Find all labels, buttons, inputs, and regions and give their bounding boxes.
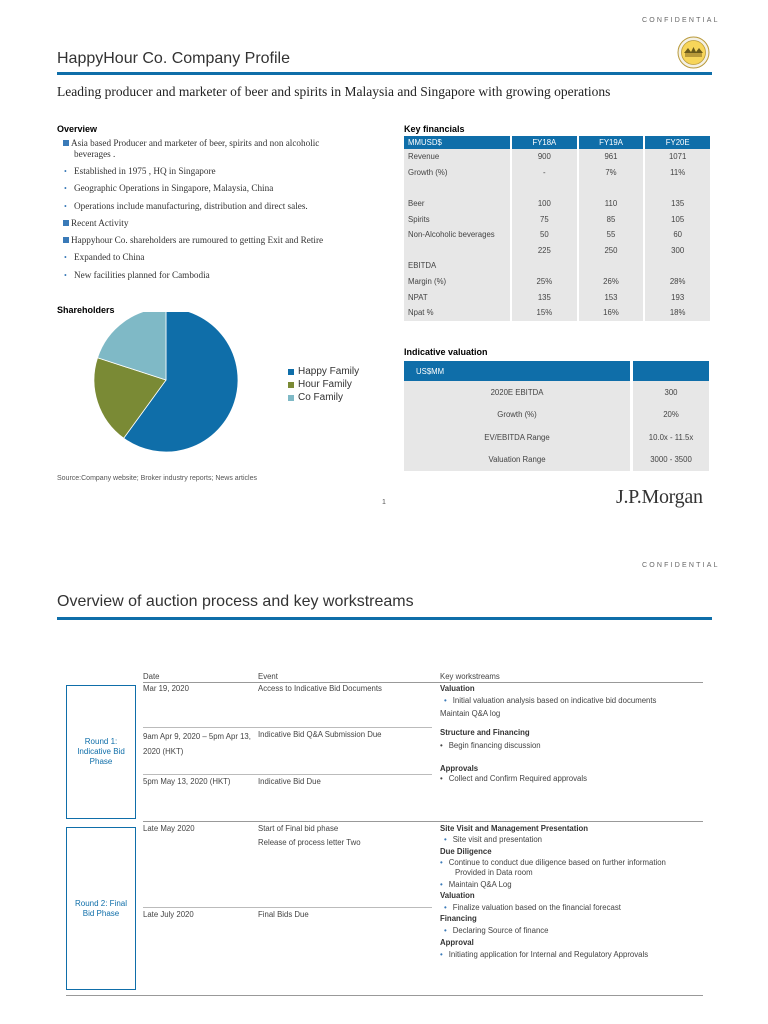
- table-row: [404, 165, 710, 181]
- column-header: FY18A: [512, 136, 577, 149]
- overview-heading: Overview: [57, 124, 98, 134]
- key-financials-heading: Key financials: [404, 124, 465, 134]
- table-cell: NPAT: [404, 289, 510, 305]
- col-header-date: Date: [143, 672, 160, 681]
- table-row: [404, 211, 710, 227]
- table-row: [404, 258, 710, 274]
- table-cell: 20%: [633, 404, 709, 427]
- table-cell: 16%: [579, 305, 644, 321]
- source-note: Source:Company website; Broker industry reports; News articles: [57, 475, 257, 482]
- table-cell: 7%: [579, 165, 644, 181]
- table-header-row: [404, 136, 710, 149]
- table-row: [404, 243, 710, 259]
- table-cell: 961: [579, 149, 644, 165]
- table-cell: -: [512, 165, 577, 181]
- legend-label: Happy Family: [298, 366, 360, 377]
- table-cell: 153: [579, 289, 644, 305]
- header-rule: [143, 682, 703, 683]
- round1-date-2: 9am Apr 9, 2020 – 5pm Apr 13, 2020 (HKT): [143, 732, 251, 756]
- table-cell: Npat %: [404, 305, 510, 321]
- table-row: [404, 305, 710, 321]
- column-header: [633, 361, 709, 381]
- row-divider: [143, 727, 432, 728]
- table-cell: 100: [512, 196, 577, 212]
- table-cell: 300: [633, 381, 709, 404]
- slide-title: Overview of auction process and key workstreams: [57, 593, 414, 610]
- table-row: [404, 180, 710, 196]
- ws-approvals-heading: Approvals: [440, 764, 479, 773]
- confidential-label: CONFIDENTIAL: [642, 17, 720, 24]
- table-cell: Non-Alcoholic beverages: [404, 227, 510, 243]
- ws-item: • Initial valuation analysis based on indicative bid documents: [444, 696, 657, 705]
- round2-date-2: Late July 2020: [143, 910, 194, 919]
- table-cell: EBITDA: [404, 258, 510, 274]
- table-cell: 105: [645, 211, 710, 227]
- table-cell: Growth (%): [404, 404, 630, 427]
- table-cell: 3000 - 3500: [633, 449, 709, 472]
- table-cell: 25%: [512, 274, 577, 290]
- table-cell: 250: [579, 243, 644, 259]
- overview-item: • New facilities planned for Cambodia: [64, 269, 210, 280]
- table-cell: 2020E EBITDA: [404, 381, 630, 404]
- table-cell: Valuation Range: [404, 449, 630, 472]
- table-cell: [512, 258, 577, 274]
- table-row: [404, 274, 710, 290]
- table-cell: 28%: [645, 274, 710, 290]
- round2-event-2: Final Bids Due: [258, 910, 309, 919]
- round-divider: [143, 821, 703, 822]
- confidential-label: CONFIDENTIAL: [642, 562, 720, 569]
- slide-title: HappyHour Co. Company Profile: [57, 50, 290, 67]
- round2-label: Round 2: Final Bid Phase: [66, 827, 136, 990]
- table-cell: 193: [645, 289, 710, 305]
- table-cell: Revenue: [404, 149, 510, 165]
- round1-event-3: Indicative Bid Due: [258, 777, 321, 786]
- overview-item: • Geographic Operations in Singapore, Malaysia, China: [64, 183, 274, 194]
- round1-date-3: 5pm May 13, 2020 (HKT): [143, 777, 231, 786]
- legend-swatch: [288, 369, 294, 375]
- ws-financing-heading: Financing: [440, 914, 477, 923]
- column-header: MMUSD$: [404, 136, 510, 149]
- col-header-workstreams: Key workstreams: [440, 672, 500, 681]
- round2-date-1: Late May 2020: [143, 824, 195, 833]
- overview-item: Asia based Producer and marketer of beer, spirits and non alcoholic: [60, 138, 395, 149]
- key-financials-table: [402, 136, 712, 321]
- table-cell: EV/EBITDA Range: [404, 426, 630, 449]
- table-cell: 11%: [645, 165, 710, 181]
- table-cell: 15%: [512, 305, 577, 321]
- row-divider: [143, 774, 432, 775]
- title-rule: [57, 72, 712, 75]
- table-cell: [645, 180, 710, 196]
- table-cell: [404, 243, 510, 259]
- round1-event-1: Access to Indicative Bid Documents: [258, 684, 382, 693]
- ws-item: • Site visit and presentation: [444, 835, 543, 844]
- table-cell: [512, 180, 577, 196]
- table-cell: 900: [512, 149, 577, 165]
- table-cell: 26%: [579, 274, 644, 290]
- col-header-event: Event: [258, 672, 278, 681]
- slide-subtitle: Leading producer and marketer of beer and spirits in Malaysia and Singapore with growing operations: [57, 84, 611, 99]
- table-row: [404, 149, 710, 165]
- ws-site-visit-heading: Site Visit and Management Presentation: [440, 824, 589, 833]
- ws-item: • Initiating application for Internal and Regulatory Approvals: [440, 950, 649, 959]
- column-header: FY20E: [645, 136, 710, 149]
- legend-item-hour-family: [288, 379, 359, 390]
- table-cell: 110: [579, 196, 644, 212]
- ws-structure-heading: Structure and Financing: [440, 728, 530, 737]
- legend-swatch: [288, 395, 294, 401]
- overview-item: Happyhour Co. shareholders are rumoured to getting Exit and Retire: [60, 235, 395, 246]
- overview-item: • Established in 1975 , HQ in Singapore: [64, 166, 216, 177]
- table-cell: Margin (%): [404, 274, 510, 290]
- company-logo: [677, 36, 710, 69]
- table-cell: 225: [512, 243, 577, 259]
- table-row: [404, 426, 709, 449]
- table-row: [404, 289, 710, 305]
- table-cell: 18%: [645, 305, 710, 321]
- ws-item: • Finalize valuation based on the financial forecast: [444, 903, 621, 912]
- round2-event-1: Start of Final bid phase: [258, 824, 339, 833]
- indicative-valuation-heading: Indicative valuation: [404, 347, 488, 357]
- table-cell: [579, 258, 644, 274]
- ws-valuation-heading: Valuation: [440, 891, 475, 900]
- table-cell: 85: [579, 211, 644, 227]
- overview-item: • Expanded to China: [64, 252, 145, 263]
- table-row: [404, 381, 709, 404]
- title-rule: [57, 617, 712, 620]
- table-row: [404, 227, 710, 243]
- ws-due-diligence-heading: Due Diligence: [440, 847, 492, 856]
- round1-label: Round 1: Indicative Bid Phase: [66, 685, 136, 819]
- table-cell: [579, 180, 644, 196]
- legend-item-happy-family: [288, 366, 359, 377]
- ws-item: • Collect and Confirm Required approvals: [440, 774, 587, 783]
- legend-label: Co Family: [298, 392, 344, 403]
- table-cell: 75: [512, 211, 577, 227]
- shareholders-pie-chart: [92, 312, 242, 452]
- overview-item: Recent Activity: [60, 218, 395, 229]
- table-cell: 60: [645, 227, 710, 243]
- round2-event-1b: Release of process letter Two: [258, 838, 361, 847]
- column-header: US$MM: [404, 361, 630, 381]
- row-divider: [143, 907, 432, 908]
- ws-approval-heading: Approval: [440, 938, 474, 947]
- indicative-valuation-table: [401, 361, 712, 471]
- legend-label: Hour Family: [298, 379, 352, 390]
- jpmorgan-logo: J.P.Morgan: [616, 486, 703, 508]
- shareholders-heading: Shareholders: [57, 305, 115, 315]
- table-row: [404, 196, 710, 212]
- table-cell: 1071: [645, 149, 710, 165]
- page-number: 1: [382, 499, 386, 506]
- table-cell: Spirits: [404, 211, 510, 227]
- ws-item: • Declaring Source of finance: [444, 926, 549, 935]
- ws-item: • Continue to conduct due diligence based on further information: [440, 858, 666, 867]
- legend-swatch: [288, 382, 294, 388]
- table-cell: 10.0x - 11.5x: [633, 426, 709, 449]
- table-cell: 50: [512, 227, 577, 243]
- table-cell: 135: [645, 196, 710, 212]
- column-header: FY19A: [579, 136, 644, 149]
- table-cell: [404, 180, 510, 196]
- ws-item: • Maintain Q&A Log: [440, 880, 512, 889]
- table-row: [404, 449, 709, 472]
- round1-event-2: Indicative Bid Q&A Submission Due: [258, 730, 382, 739]
- ws-item: Provided in Data room: [455, 868, 533, 877]
- pie-legend: [288, 366, 359, 405]
- table-cell: 55: [579, 227, 644, 243]
- overview-item: beverages .: [74, 149, 116, 160]
- legend-item-co-family: [288, 392, 359, 403]
- table-cell: Growth (%): [404, 165, 510, 181]
- round1-date-1: Mar 19, 2020: [143, 684, 189, 693]
- table-cell: 300: [645, 243, 710, 259]
- table-cell: [645, 258, 710, 274]
- table-cell: Beer: [404, 196, 510, 212]
- table-header-row: [404, 361, 709, 381]
- ws-item: Maintain Q&A log: [440, 709, 501, 718]
- table-cell: 135: [512, 289, 577, 305]
- table-row: [404, 404, 709, 427]
- overview-item: • Operations include manufacturing, distribution and direct sales.: [64, 200, 308, 211]
- overview-list: [60, 138, 395, 287]
- ws-item: • Begin financing discussion: [440, 741, 541, 750]
- ws-valuation-heading: Valuation: [440, 684, 475, 693]
- bottom-rule: [66, 995, 703, 996]
